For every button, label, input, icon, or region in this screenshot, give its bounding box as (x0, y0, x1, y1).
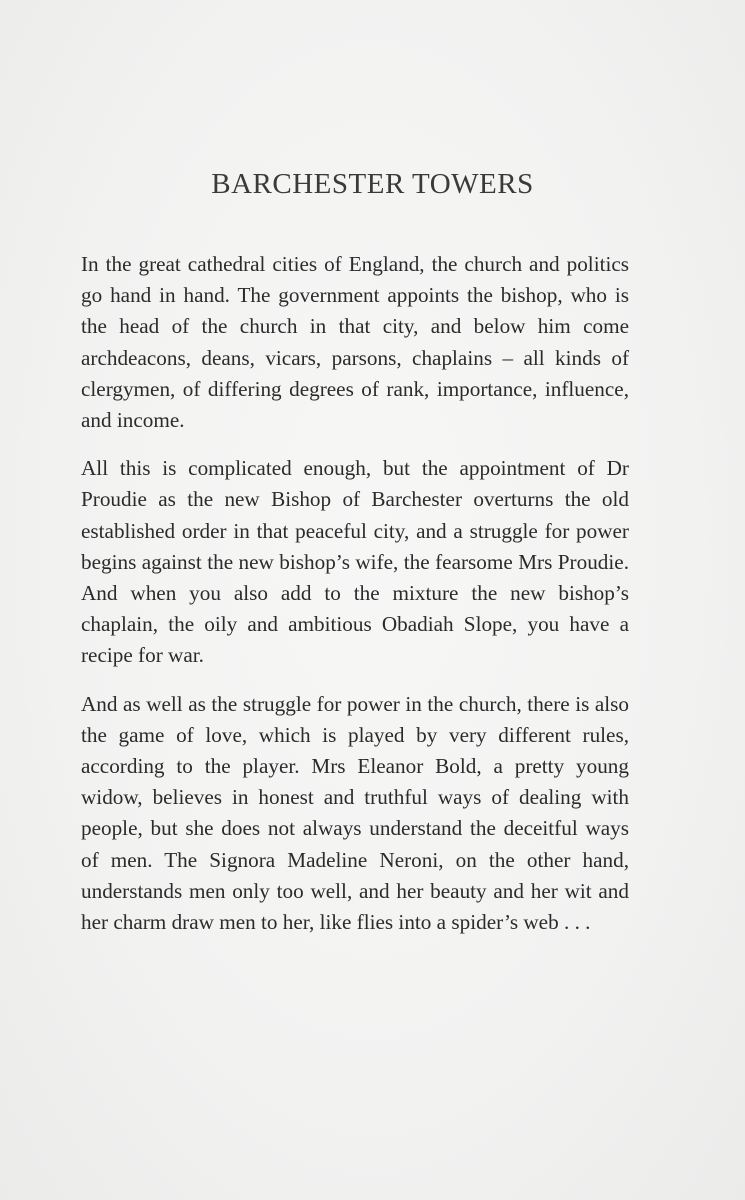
blurb-text (81, 249, 629, 955)
book-title: BARCHESTER TOWERS (211, 168, 534, 200)
paragraph-2: All this is complicated enough, but the appointment of Dr Proudie as the new Bishop of Barchester overturns the old established order in that peaceful city, and a struggle for power begins against the new bishop’s wife, the fearsome Mrs Proudie. And when you also add to the mixture the new bishop’s chaplain, the oily and ambitious Obadiah Slope, you have a recipe for war. (81, 456, 629, 668)
paragraph-3: And as well as the struggle for power in the church, there is also the game of love, which is played by very different rules, according to the player. Mrs Eleanor Bold, a pretty young widow, believes in honest and truthful ways of dealing with people, but she does not always understand the deceitful ways of men. The Signora Madeline Neroni, on the other hand, understands men only too well, and her beauty and her wit and her charm draw men to her, like flies into a spider’s web . . . (81, 691, 629, 935)
paragraph-1: In the great cathedral cities of England, the church and politics go hand in hand. The government appoints the bishop, who is the head of the church in that city, and below him come archdeacons, deans, vicars, parsons, chaplains – all kinds of clergymen, of differing degrees of rank, importance, influence, and income. (81, 252, 629, 433)
